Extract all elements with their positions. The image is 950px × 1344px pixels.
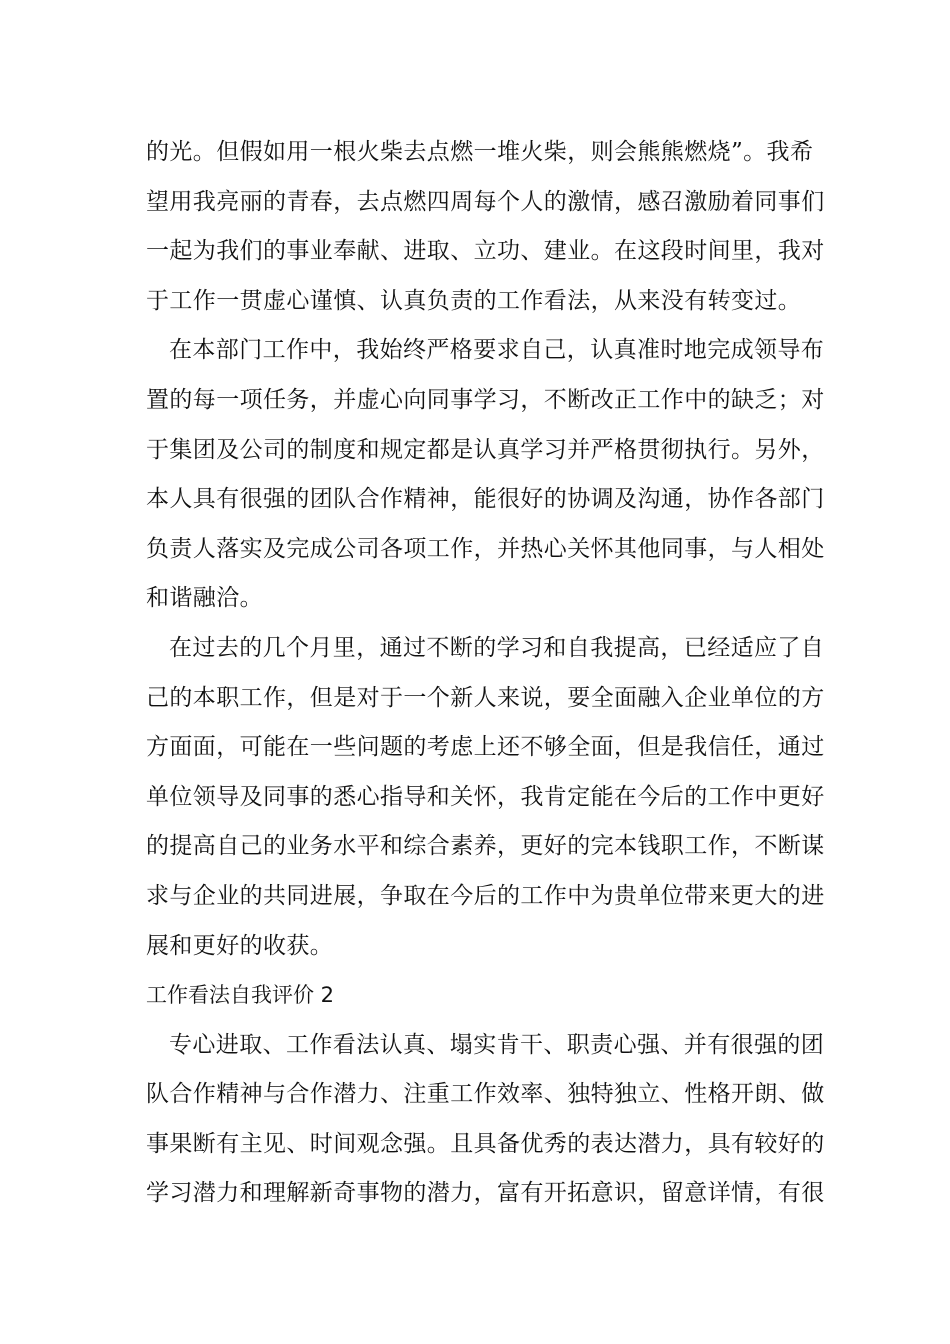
text-line: 方面面，可能在一些问题的考虑上还不够全面，但是我信任，通过 — [146, 734, 825, 761]
text-line: 于工作一贯虚心谨慎、认真负责的工作看法，从来没有转变过。 — [146, 287, 802, 314]
text-line: 专心进取、工作看法认真、塌实肯干、职责心强、并有很强的团 — [169, 1031, 825, 1058]
text-line: 事果断有主见、时间观念强。且具备优秀的表达潜力，具有较好的 — [146, 1130, 825, 1157]
text-line: 的光。但假如用一根火柴去点燃一堆火柴，则会熊熊燃烧”。我希 — [146, 139, 814, 165]
section-heading: 工作看法自我评价 2 — [146, 983, 335, 1008]
paragraph-1 — [146, 128, 825, 326]
document-body — [146, 128, 825, 1219]
text-line: 己的本职工作，但是对于一个新人来说，要全面融入企业单位的方 — [146, 684, 825, 711]
text-line: 本人具有很强的团队合作精神，能很好的协调及沟通，协作各部门 — [146, 486, 825, 513]
text-line: 求与企业的共同进展，争取在今后的工作中为贵单位带来更大的进 — [146, 882, 825, 909]
text-line: 队合作精神与合作潜力、注重工作效率、独特独立、性格开朗、做 — [146, 1081, 825, 1108]
text-line: 和谐融洽。 — [146, 585, 263, 612]
text-line: 展和更好的收获。 — [146, 932, 334, 959]
text-line: 置的每一项任务，并虚心向同事学习，不断改正工作中的缺乏；对 — [146, 386, 825, 413]
text-line: 的提高自己的业务水平和综合素养，更好的完本钱职工作，不断谋 — [146, 833, 825, 860]
paragraph-4 — [146, 1021, 825, 1219]
text-line: 学习潜力和理解新奇事物的潜力，富有开拓意识，留意详情，有很 — [146, 1180, 825, 1207]
text-line: 在本部门工作中，我始终严格要求自己，认真准时地完成领导布 — [169, 337, 825, 364]
text-line: 在过去的几个月里，通过不断的学习和自我提高，已经适应了自 — [169, 634, 825, 661]
paragraph-3 — [146, 624, 825, 971]
text-line: 于集团及公司的制度和规定都是认真学习并严格贯彻执行。另外， — [146, 436, 825, 463]
text-line: 一起为我们的事业奉献、进取、立功、建业。在这段时间里，我对 — [146, 238, 825, 265]
paragraph-2 — [146, 326, 825, 624]
text-line: 单位领导及同事的悉心指导和关怀，我肯定能在今后的工作中更好 — [146, 783, 825, 810]
text-line: 望用我亮丽的青春，去点燃四周每个人的激情，感召激励着同事们 — [146, 188, 825, 215]
text-line: 负责人落实及完成公司各项工作，并热心关怀其他同事，与人相处 — [146, 535, 825, 562]
